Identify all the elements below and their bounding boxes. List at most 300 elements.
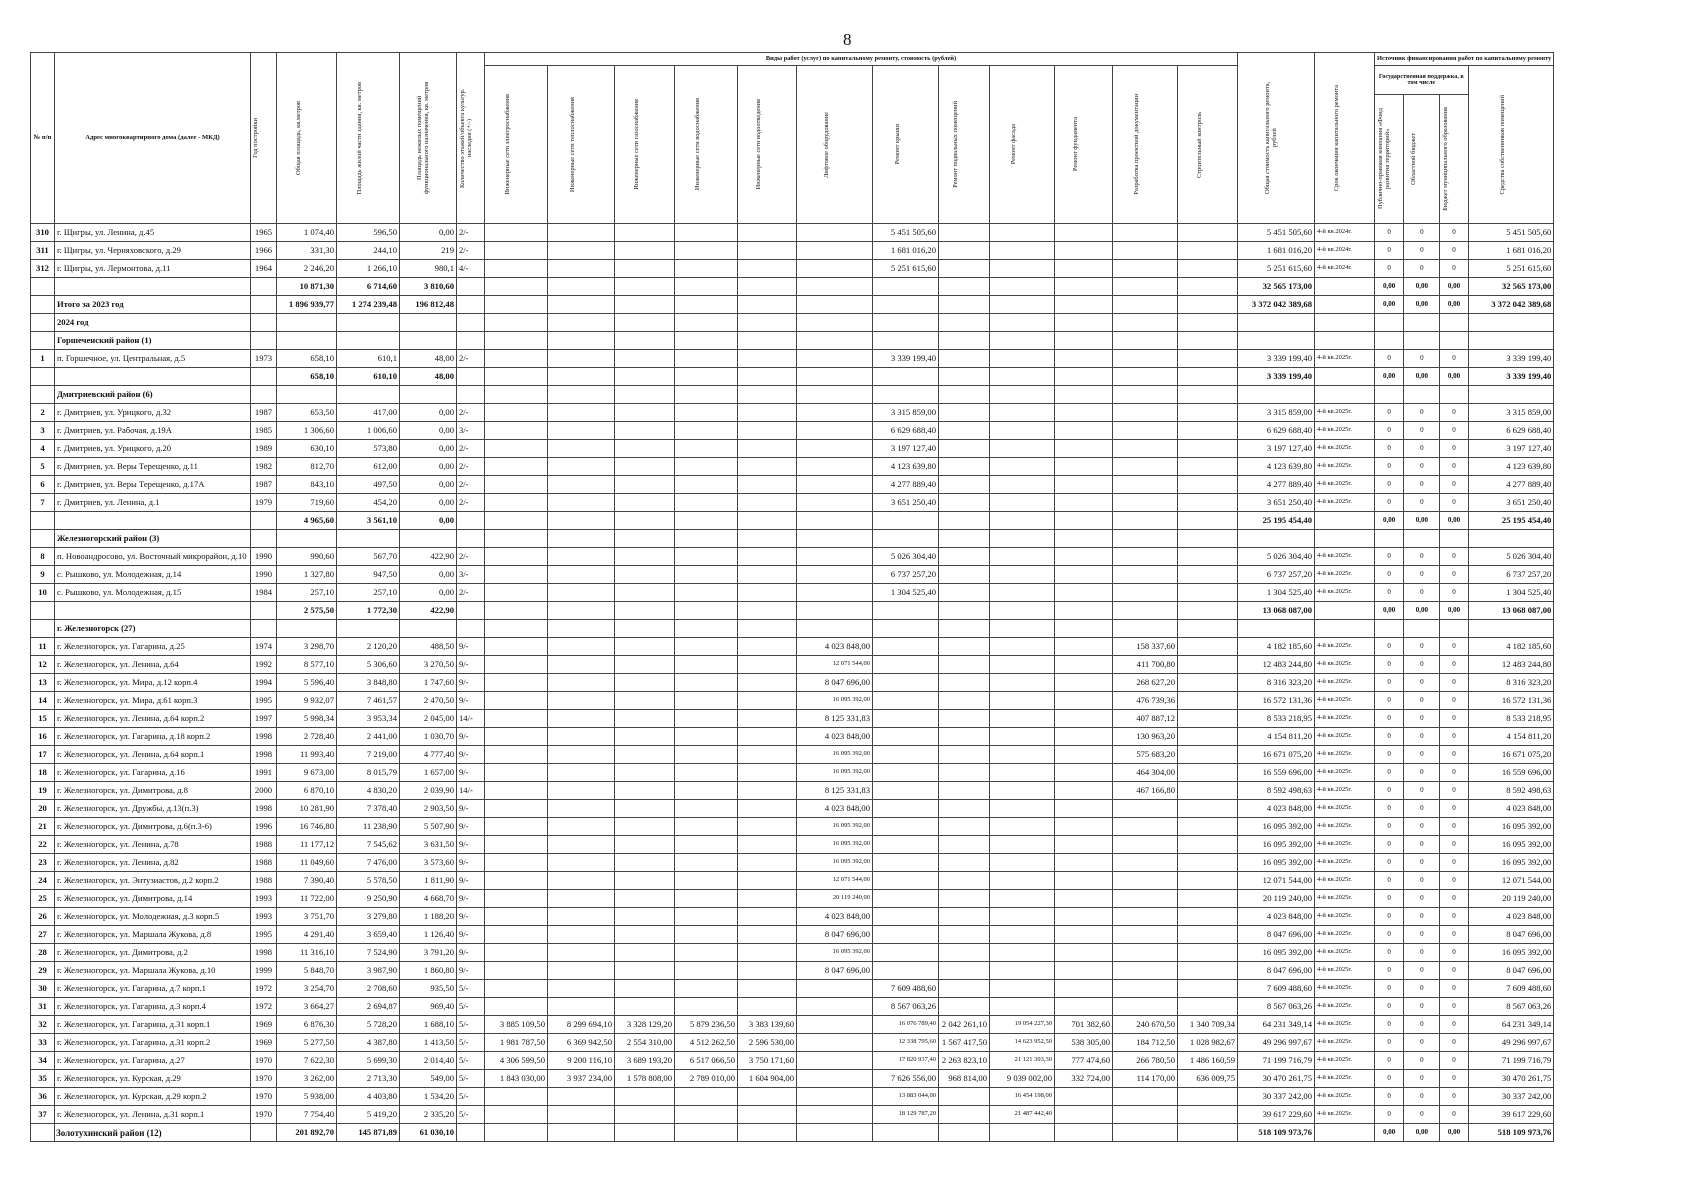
work-cost-cell: 8 047 696,00 [797,674,873,692]
work-cost-cell [675,944,738,962]
floors-cell: 4/- [457,260,485,278]
total-cost-cell: 5 451 505,60 [1238,224,1315,242]
header-work [1178,66,1238,224]
table-row [31,710,1554,728]
row-number: 13 [31,674,55,692]
deadline-cell: 4-й кв.2024г. [1315,242,1375,260]
work-cost-cell [738,1106,797,1124]
work-cost-cell [1178,512,1238,530]
work-cost-cell: 4 023 848,00 [797,638,873,656]
year-cell: 1991 [251,764,277,782]
year-cell: 1970 [251,1106,277,1124]
address-cell: г. Железногорск, ул. Маршала Жукова, д.8 [55,926,251,944]
work-cost-cell [615,548,675,566]
address-cell: г. Железногорск, ул. Гагарина, д.31 корп.1 [55,1016,251,1034]
work-cost-cell [675,728,738,746]
work-cost-cell [738,728,797,746]
work-cost-cell: 3 383 139,60 [738,1016,797,1034]
work-cost-cell [1055,260,1113,278]
work-cost-cell [1113,566,1178,584]
work-cost-cell [548,764,615,782]
work-cost-cell [485,350,548,368]
work-cost-cell [615,584,675,602]
cell-empty [738,386,797,404]
cell-empty [1113,332,1178,350]
work-cost-cell [990,908,1055,926]
work-cost-cell [1113,854,1178,872]
row-number: 37 [31,1106,55,1124]
work-cost-cell [738,368,797,386]
work-cost-cell [939,224,990,242]
header-owners-funds [1468,66,1554,224]
table-row [31,782,1554,800]
work-cost-cell [548,962,615,980]
floors-cell: 9/- [457,836,485,854]
work-cost-cell: 3 339 199,40 [873,350,939,368]
work-cost-cell [615,962,675,980]
header-work [485,66,548,224]
work-cost-cell: 20 119 240,00 [797,890,873,908]
work-cost-cell [1178,656,1238,674]
header-work [873,66,939,224]
work-cost-cell [1178,458,1238,476]
address-cell: г. Дмитриев, ул. Урицкого, д.20 [55,440,251,458]
nonres-area-cell: 48,00 [400,368,457,386]
year-cell: 1998 [251,800,277,818]
work-cost-cell [485,296,548,314]
cell-empty [873,314,939,332]
total-cost-cell: 1 681 016,20 [1238,242,1315,260]
work-cost-cell [485,800,548,818]
nonres-area-cell: 0,00 [400,512,457,530]
fund-cell: 0 [1375,836,1404,854]
owners-funds-cell: 518 109 973,76 [1468,1124,1554,1142]
year-cell: 1984 [251,584,277,602]
work-cost-cell [797,584,873,602]
work-cost-cell [990,872,1055,890]
municipal-budget-cell: 0 [1440,584,1468,602]
work-cost-cell [485,440,548,458]
nonres-area-cell: 5 507,90 [400,818,457,836]
nonres-area-cell: 0,00 [400,458,457,476]
work-cost-cell [1055,638,1113,656]
owners-funds-cell: 3 372 042 389,68 [1468,296,1554,314]
table-row [31,1070,1554,1088]
work-cost-cell [939,476,990,494]
nonres-area-cell: 1 688,10 [400,1016,457,1034]
work-cost-cell: 4 023 848,00 [797,800,873,818]
work-cost-cell [873,512,939,530]
work-cost-cell [1113,872,1178,890]
work-cost-cell: 1 578 808,00 [615,1070,675,1088]
row-number: 21 [31,818,55,836]
work-cost-cell [548,494,615,512]
row-number: 5 [31,458,55,476]
work-cost-cell: 636 009,75 [1178,1070,1238,1088]
cell-empty [990,530,1055,548]
work-cost-cell [615,980,675,998]
owners-funds-cell: 5 451 505,60 [1468,224,1554,242]
work-cost-cell [1178,242,1238,260]
municipal-budget-cell: 0 [1440,566,1468,584]
nonres-area-cell: 969,40 [400,998,457,1016]
fund-cell: 0 [1375,980,1404,998]
living-area-cell: 9 250,90 [337,890,400,908]
work-cost-cell: 19 054 227,30 [990,1016,1055,1034]
nonres-area-cell: 488,50 [400,638,457,656]
floors-cell: 5/- [457,1070,485,1088]
nonres-area-cell: 1 811,90 [400,872,457,890]
header-work [939,66,990,224]
work-cost-cell: 9 200 116,10 [548,1052,615,1070]
table-row [31,242,1554,260]
total-area-cell: 6 870,10 [277,782,337,800]
work-cost-cell: 12 071 544,00 [797,656,873,674]
work-cost-cell: 3 328 129,20 [615,1016,675,1034]
header-work-label: Разработка проектной документации [1133,94,1140,195]
work-cost-cell [615,602,675,620]
work-cost-cell [1178,764,1238,782]
header-deadline [1315,53,1375,224]
work-cost-cell [939,782,990,800]
work-cost-cell [1113,278,1178,296]
work-cost-cell [615,404,675,422]
table-row [31,908,1554,926]
living-area-cell: 7 378,40 [337,800,400,818]
address-cell: г. Железногорск, ул. Гагарина, д.7 корп.1 [55,980,251,998]
living-area-cell: 497,50 [337,476,400,494]
owners-funds-cell: 30 470 261,75 [1468,1070,1554,1088]
work-cost-cell: 184 712,50 [1113,1034,1178,1052]
work-cost-cell [873,962,939,980]
total-cost-cell: 30 470 261,75 [1238,1070,1315,1088]
work-cost-cell [1113,602,1178,620]
work-cost-cell [939,800,990,818]
work-cost-cell [1055,692,1113,710]
deadline-cell: 4-й кв.2025г. [1315,1016,1375,1034]
cell-empty [1113,314,1178,332]
year-cell: 2000 [251,782,277,800]
fund-cell: 0 [1375,566,1404,584]
work-cost-cell [797,566,873,584]
header-work-label: Инженерные сети газоснабжения [632,99,640,190]
work-cost-cell [485,548,548,566]
work-cost-cell [939,368,990,386]
work-cost-cell [1055,998,1113,1016]
work-cost-cell [548,1124,615,1142]
nonres-area-cell: 549,00 [400,1070,457,1088]
work-cost-cell [675,440,738,458]
work-cost-cell [939,278,990,296]
work-cost-cell [675,566,738,584]
year-cell: 1988 [251,872,277,890]
cell-empty [1468,530,1554,548]
work-cost-cell [675,854,738,872]
work-cost-cell [797,224,873,242]
year-cell: 1973 [251,350,277,368]
deadline-cell: 4-й кв.2025г. [1315,890,1375,908]
work-cost-cell [738,962,797,980]
regional-budget-cell: 0 [1404,962,1440,980]
work-cost-cell [1055,890,1113,908]
floors-cell: 9/- [457,890,485,908]
header-work-label: Ремонт фасада [1010,124,1017,165]
municipal-budget-cell: 0 [1440,1070,1468,1088]
deadline-cell: 4-й кв.2025г. [1315,1034,1375,1052]
work-cost-cell [548,746,615,764]
work-cost-cell: 3 885 109,50 [485,1016,548,1034]
work-cost-cell [548,548,615,566]
work-cost-cell [548,800,615,818]
work-cost-cell [615,908,675,926]
municipal-budget-cell: 0 [1440,1016,1468,1034]
work-cost-cell [939,854,990,872]
total-cost-cell: 4 023 848,00 [1238,800,1315,818]
row-number [31,368,55,386]
cell-empty [1238,314,1315,332]
cell-empty [615,332,675,350]
work-cost-cell [548,440,615,458]
fund-cell: 0 [1375,800,1404,818]
municipal-budget-cell: 0 [1440,1034,1468,1052]
total-area-cell: 5 596,40 [277,674,337,692]
living-area-cell: 5 699,30 [337,1052,400,1070]
year-cell: 1998 [251,746,277,764]
deadline-cell: 4-й кв.2025г. [1315,656,1375,674]
work-cost-cell [1113,800,1178,818]
cell-empty [251,314,277,332]
work-cost-cell [1113,422,1178,440]
owners-funds-cell: 3 339 199,40 [1468,350,1554,368]
cell-empty [1238,332,1315,350]
work-cost-cell [1055,818,1113,836]
total-area-cell: 2 575,50 [277,602,337,620]
nonres-area-cell: 3 631,50 [400,836,457,854]
work-cost-cell [485,458,548,476]
work-cost-cell [1055,1106,1113,1124]
work-cost-cell: 14 623 952,50 [990,1034,1055,1052]
row-number: 27 [31,926,55,944]
total-area-cell: 3 254,70 [277,980,337,998]
regional-budget-cell: 0 [1404,350,1440,368]
owners-funds-cell: 3 197 127,40 [1468,440,1554,458]
living-area-cell: 5 578,50 [337,872,400,890]
table-row [31,764,1554,782]
work-cost-cell [990,656,1055,674]
subtotal-row [31,512,1554,530]
total-cost-cell: 16 671 075,20 [1238,746,1315,764]
deadline-cell: 4-й кв.2024г. [1315,260,1375,278]
work-cost-cell: 16 095 392,00 [797,764,873,782]
work-cost-cell [939,350,990,368]
work-cost-cell [675,836,738,854]
work-cost-cell [1178,872,1238,890]
work-cost-cell [1055,548,1113,566]
work-cost-cell [939,926,990,944]
work-cost-cell: 2 596 530,00 [738,1034,797,1052]
work-cost-cell [939,512,990,530]
cell-empty [1440,314,1468,332]
year-cell [251,368,277,386]
deadline-cell [1315,296,1375,314]
work-cost-cell [1178,1088,1238,1106]
cell-empty [548,386,615,404]
work-cost-cell [797,296,873,314]
cell-empty [251,332,277,350]
work-cost-cell [615,656,675,674]
living-area-cell: 3 953,34 [337,710,400,728]
capital-repair-table [30,52,1554,1142]
work-cost-cell [1178,800,1238,818]
work-cost-cell [485,980,548,998]
municipal-budget-cell: 0 [1440,350,1468,368]
fund-cell: 0 [1375,584,1404,602]
cell-empty [873,332,939,350]
row-number: 19 [31,782,55,800]
total-cost-cell: 12 483 244,80 [1238,656,1315,674]
work-cost-cell [1113,980,1178,998]
work-cost-cell [675,296,738,314]
work-cost-cell [990,980,1055,998]
municipal-budget-cell: 0,00 [1440,278,1468,296]
table-row [31,350,1554,368]
work-cost-cell [1178,782,1238,800]
table-row [31,944,1554,962]
work-cost-cell [797,512,873,530]
year-cell: 1988 [251,854,277,872]
total-area-cell: 6 876,30 [277,1016,337,1034]
fund-cell: 0 [1375,242,1404,260]
work-cost-cell: 1 681 016,20 [873,242,939,260]
header-work-label: Ремонт подвальных помещений [952,101,959,188]
floors-cell: 9/- [457,764,485,782]
cell-empty [738,530,797,548]
table-row [31,872,1554,890]
work-cost-cell [990,1124,1055,1142]
work-cost-cell [485,908,548,926]
cell-empty [615,530,675,548]
year-cell: 1997 [251,710,277,728]
work-cost-cell: 476 739,36 [1113,692,1178,710]
work-cost-cell: 7 609 488,60 [873,980,939,998]
work-cost-cell [738,566,797,584]
work-cost-cell [738,440,797,458]
work-cost-cell [1055,1124,1113,1142]
nonres-area-cell: 1 030,70 [400,728,457,746]
floors-cell: 9/- [457,872,485,890]
floors-cell: 5/- [457,980,485,998]
header-gov-support: Государственная поддержка, в том числе [1375,66,1469,95]
owners-funds-cell: 32 565 173,00 [1468,278,1554,296]
work-cost-cell [548,872,615,890]
work-cost-cell [1113,242,1178,260]
fund-cell: 0,00 [1375,278,1404,296]
nonres-area-cell: 196 812,48 [400,296,457,314]
work-cost-cell [1113,458,1178,476]
work-cost-cell [990,278,1055,296]
work-cost-cell [990,764,1055,782]
work-cost-cell [873,944,939,962]
work-cost-cell [675,1106,738,1124]
cell-empty [738,314,797,332]
cell-empty [615,620,675,638]
work-cost-cell [939,296,990,314]
nonres-area-cell: 0,00 [400,494,457,512]
cell-empty [1440,530,1468,548]
cell-empty [548,530,615,548]
cell-empty [675,314,738,332]
work-cost-cell: 2 042 261,10 [939,1016,990,1034]
work-cost-cell [873,854,939,872]
work-cost-cell [1113,584,1178,602]
year-cell: 1964 [251,260,277,278]
regional-budget-cell: 0 [1404,494,1440,512]
work-cost-cell [548,566,615,584]
regional-budget-cell: 0 [1404,584,1440,602]
work-cost-cell: 8 125 331,83 [797,782,873,800]
year-cell: 1987 [251,404,277,422]
cell-empty [400,332,457,350]
work-cost-cell [548,908,615,926]
year-cell [251,296,277,314]
fund-cell: 0 [1375,944,1404,962]
work-cost-cell [797,1016,873,1034]
regional-budget-cell: 0 [1404,674,1440,692]
work-cost-cell [485,260,548,278]
cell-empty [738,332,797,350]
total-area-cell: 812,70 [277,458,337,476]
work-cost-cell: 12 338 795,60 [873,1034,939,1052]
work-cost-cell [615,242,675,260]
work-cost-cell [1178,818,1238,836]
work-cost-cell [485,674,548,692]
deadline-cell: 4-й кв.2025г. [1315,728,1375,746]
work-cost-cell [797,278,873,296]
work-cost-cell: 1 028 982,67 [1178,1034,1238,1052]
municipal-budget-cell: 0 [1440,638,1468,656]
total-cost-cell: 5 251 615,60 [1238,260,1315,278]
year-cell: 1998 [251,728,277,746]
work-cost-cell [738,710,797,728]
work-cost-cell [615,638,675,656]
total-cost-cell: 16 095 392,00 [1238,818,1315,836]
address-cell: с. Рышково, ул. Молодежная, д.15 [55,584,251,602]
work-cost-cell: 1 981 787,50 [485,1034,548,1052]
header-work [1113,66,1178,224]
work-cost-cell [738,872,797,890]
work-cost-cell [990,242,1055,260]
row-number [31,1124,55,1142]
subtotal-row [31,296,1554,314]
floors-cell: 5/- [457,998,485,1016]
cell-empty [1055,314,1113,332]
work-cost-cell [485,728,548,746]
address-cell: г. Железногорск, ул. Курская, д.29 корп.2 [55,1088,251,1106]
deadline-cell: 4-й кв.2025г. [1315,782,1375,800]
work-cost-cell [873,728,939,746]
row-number: 8 [31,548,55,566]
work-cost-cell [615,422,675,440]
total-area-cell: 990,60 [277,548,337,566]
work-cost-cell: 6 737 257,20 [873,566,939,584]
cell-empty [1055,530,1113,548]
cell-empty [485,530,548,548]
regional-budget-cell: 0 [1404,728,1440,746]
living-area-cell: 3 987,90 [337,962,400,980]
table-row [31,890,1554,908]
cell-empty [939,314,990,332]
section-heading: Дмитриевский район (6) [55,386,251,404]
